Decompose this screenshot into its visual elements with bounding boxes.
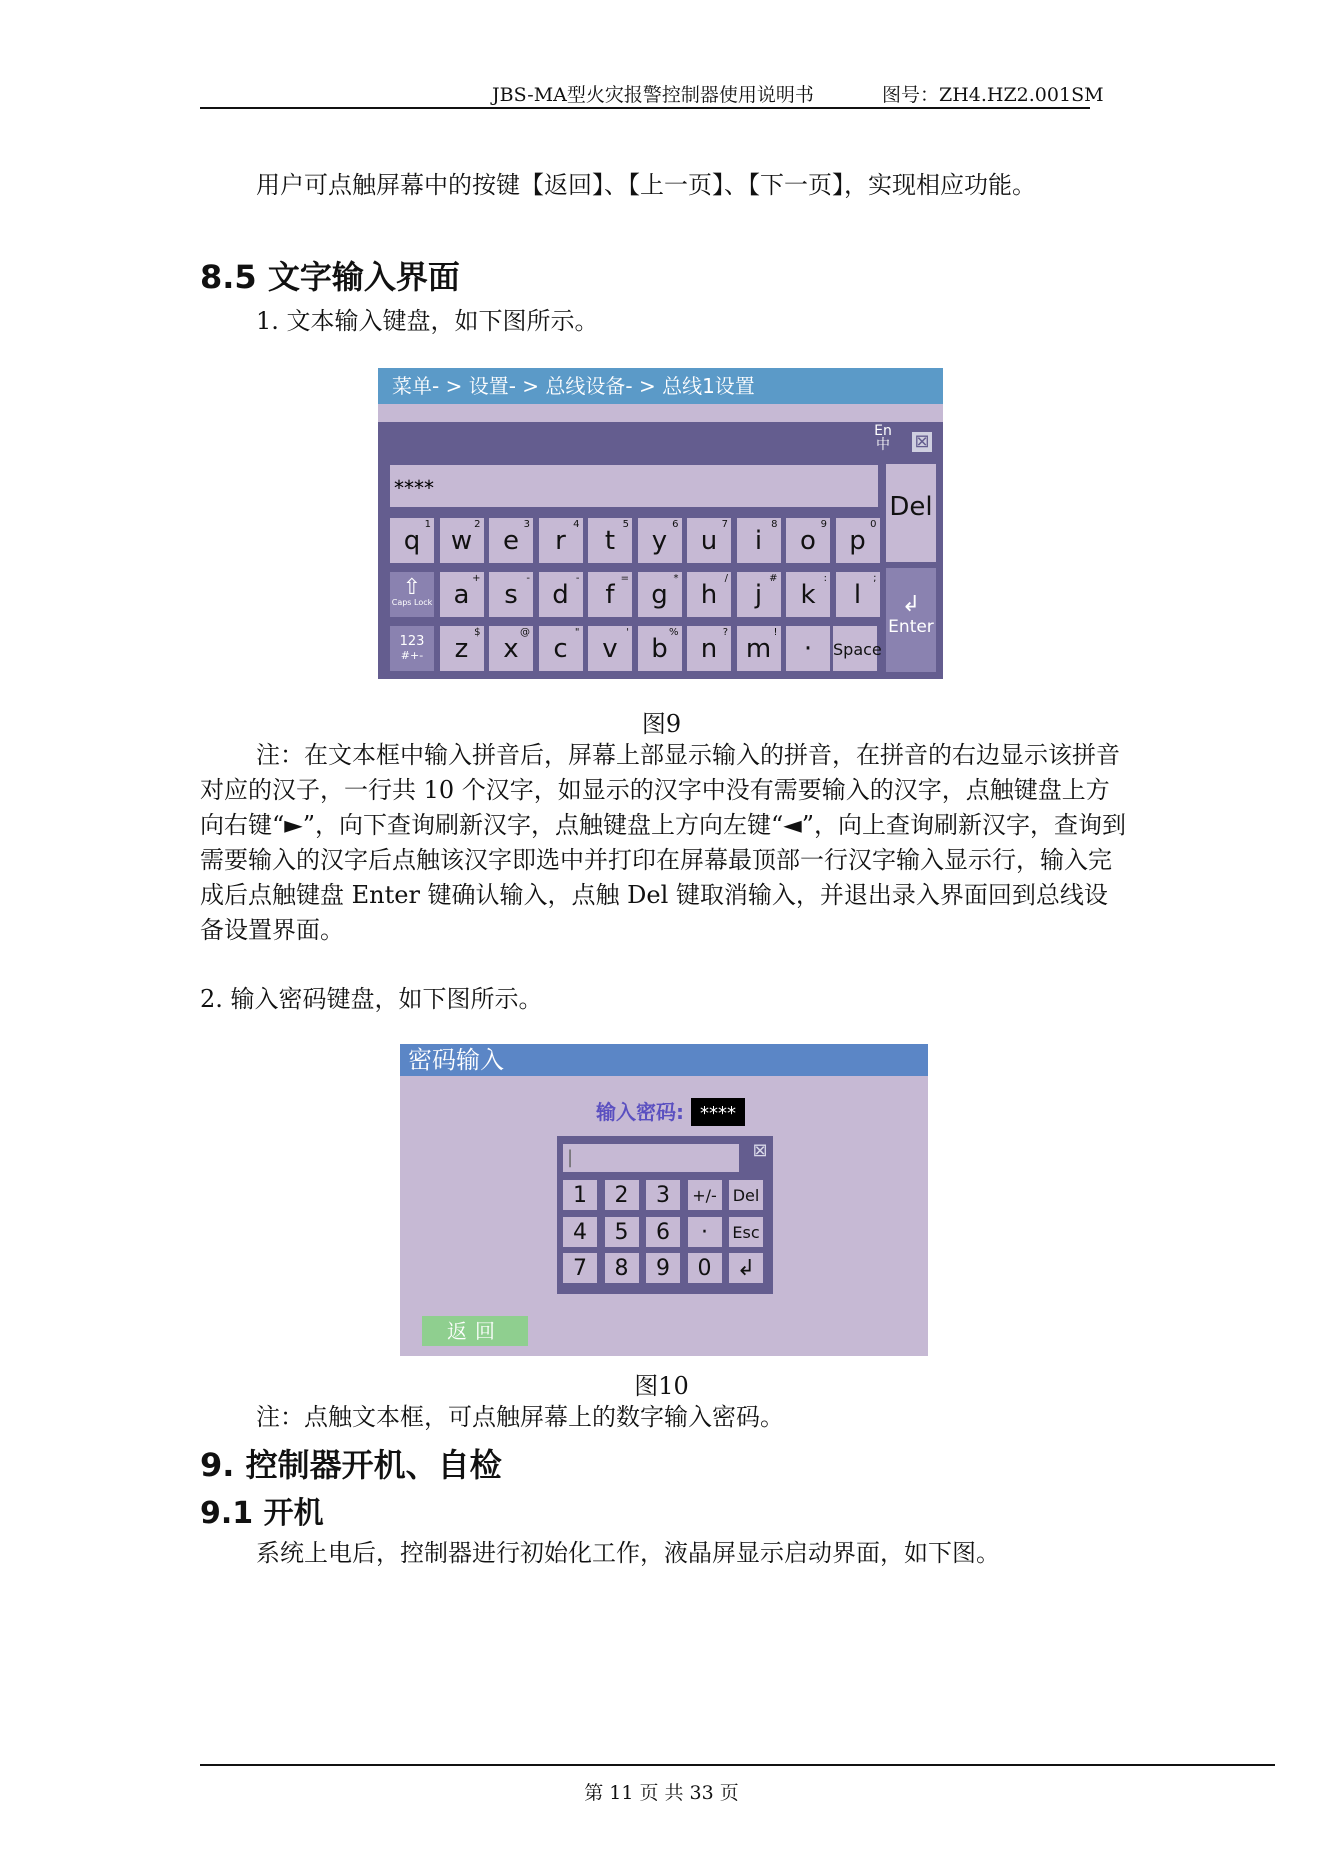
- section-heading-9-1: 9.1 开机: [200, 1496, 324, 1531]
- key-secondary-label: $: [474, 627, 481, 638]
- key-x[interactable]: [489, 626, 533, 671]
- keypad-key[interactable]: +/-: [688, 1180, 722, 1210]
- keypad-key[interactable]: 1: [563, 1180, 597, 1210]
- key-label: n: [700, 634, 718, 664]
- key-f[interactable]: [588, 572, 632, 617]
- key-v[interactable]: [588, 626, 632, 671]
- key-h[interactable]: [687, 572, 731, 617]
- symbols-key-label-2: #+-: [400, 649, 424, 662]
- key-k[interactable]: [786, 572, 830, 617]
- key-secondary-label: #: [769, 573, 778, 584]
- key-secondary-label: 4: [573, 519, 580, 530]
- key-u[interactable]: [687, 518, 731, 563]
- key-secondary-label: 0: [870, 519, 877, 530]
- key-label: e: [503, 526, 519, 556]
- key-g[interactable]: [638, 572, 682, 617]
- key-z[interactable]: [440, 626, 484, 671]
- key-secondary-label: !: [773, 627, 778, 638]
- figure-9-caption: 图9: [641, 710, 682, 738]
- page-number: 第 11 页 共 33 页: [584, 1782, 739, 1804]
- password-prompt: 输入密码:: [596, 1100, 684, 1124]
- key-label: x: [503, 634, 519, 664]
- key-d[interactable]: [539, 572, 583, 617]
- enter-icon: ↲: [901, 592, 921, 617]
- key-secondary-label: ?: [722, 627, 728, 638]
- key-c[interactable]: [539, 626, 583, 671]
- key-label: y: [651, 526, 668, 556]
- keypad-key[interactable]: ·: [688, 1217, 722, 1247]
- key-secondary-label: ": [574, 627, 580, 638]
- key-l[interactable]: [836, 572, 880, 617]
- key-secondary-label: -: [575, 573, 580, 584]
- key-label: c: [553, 634, 568, 664]
- key-secondary-label: 7: [721, 519, 728, 530]
- password-title: 密码输入: [400, 1044, 928, 1076]
- key-label: f: [605, 580, 615, 610]
- key-secondary-label: -: [526, 573, 530, 584]
- numeric-keypad: [557, 1136, 773, 1294]
- key-s[interactable]: [489, 572, 533, 617]
- key-label: z: [454, 634, 469, 664]
- shift-icon: ⇧: [402, 575, 422, 600]
- document-number: 图号：ZH4.HZ2.001SM: [882, 84, 1104, 106]
- key-label: k: [800, 580, 816, 610]
- key-secondary-label: 3: [523, 519, 530, 530]
- back-button[interactable]: 返回: [422, 1316, 528, 1346]
- section-heading-8-5: 8.5 文字输入界面: [200, 258, 460, 296]
- key-label: j: [754, 580, 763, 610]
- key-e[interactable]: [489, 518, 533, 563]
- key-secondary-label: =: [620, 573, 629, 584]
- key-p[interactable]: [836, 518, 880, 563]
- password-display: ****: [691, 1098, 745, 1126]
- key-label: a: [453, 580, 470, 610]
- key-label: p: [849, 526, 866, 556]
- key-n[interactable]: [687, 626, 731, 671]
- document-title: JBS-MA型火灾报警控制器使用说明书: [492, 84, 814, 106]
- key-o[interactable]: [786, 518, 830, 563]
- keypad-key[interactable]: 5: [605, 1217, 639, 1247]
- close-icon[interactable]: ⊠: [752, 1140, 768, 1161]
- key-secondary-label: 8: [771, 519, 778, 530]
- breadcrumb: 菜单- > 设置- > 总线设备- > 总线1设置: [378, 368, 943, 404]
- language-toggle[interactable]: [868, 424, 898, 452]
- key-secondary-label: 1: [424, 519, 431, 530]
- symbols-key[interactable]: [390, 626, 434, 671]
- keypad-key[interactable]: 4: [563, 1217, 597, 1247]
- section-9-1-text: 系统上电后，控制器进行初始化工作，液晶屏显示启动界面，如下图。: [256, 1539, 1000, 1567]
- text-input[interactable]: ****: [390, 465, 878, 507]
- key-secondary-label: ': [626, 627, 629, 638]
- list-item-1: 1. 文本输入键盘，如下图所示。: [256, 307, 599, 335]
- key-label: m: [745, 634, 772, 664]
- caps-lock-key[interactable]: [390, 572, 434, 617]
- key-dot[interactable]: [786, 626, 830, 671]
- key-w[interactable]: [440, 518, 484, 563]
- key-m[interactable]: [737, 626, 781, 671]
- key-secondary-label: *: [673, 573, 679, 584]
- text-keyboard-screenshot: [378, 368, 943, 679]
- key-label: w: [450, 526, 473, 556]
- header-rule: [200, 107, 1090, 109]
- intro-paragraph: 用户可点触屏幕中的按键【返回】、【上一页】、【下一页】，实现相应功能。: [256, 171, 1036, 199]
- section-heading-9: 9. 控制器开机、自检: [200, 1446, 502, 1484]
- key-j[interactable]: [737, 572, 781, 617]
- note-figure-9: 注：在文本框中输入拼音后，屏幕上部显示输入的拼音，在拼音的右边显示该拼音对应的汉子，一行共 10 个汉字，如显示的汉字中没有需要输入的汉字，点触键盘上方向右键“►”，向下查询刷新汉字，点触键盘上方向左键“◄”，向上查询刷新汉字，查询到需要输入的汉字后点触该汉字即选中并打印在屏幕最顶部一行汉字输入显示行，输入完成后点触键盘 Enter 键确认输入，点触 Del 键取消输入，并退出录入界面回到总线设备设置界面。: [200, 741, 1126, 944]
- password-keyboard-screenshot: [400, 1044, 928, 1356]
- key-label: ·: [803, 634, 813, 664]
- keypad-key[interactable]: 2: [605, 1180, 639, 1210]
- key-label: d: [552, 580, 569, 610]
- keypad-key[interactable]: ↲: [729, 1253, 763, 1283]
- del-key[interactable]: Del: [886, 464, 936, 562]
- key-secondary-label: ;: [873, 573, 877, 584]
- keypad-input[interactable]: |: [563, 1144, 739, 1172]
- keypad-key[interactable]: 9: [646, 1253, 680, 1283]
- key-secondary-label: %: [668, 627, 679, 638]
- key-secondary-label: @: [520, 627, 530, 638]
- lang-zh-label: 中: [876, 437, 890, 453]
- caps-lock-label: Caps Lock: [391, 598, 433, 607]
- key-label: b: [651, 634, 668, 664]
- figure-10-caption: 图10: [634, 1372, 689, 1400]
- close-icon[interactable]: ⊠: [912, 432, 932, 452]
- key-b[interactable]: [638, 626, 682, 671]
- key-label: l: [853, 580, 862, 610]
- key-label: q: [403, 526, 421, 556]
- key-label: o: [800, 526, 816, 556]
- keypad-key[interactable]: 0: [688, 1253, 722, 1283]
- key-secondary-label: 2: [474, 519, 481, 530]
- key-label: g: [651, 580, 668, 610]
- key-a[interactable]: [440, 572, 484, 617]
- key-secondary-label: +: [472, 573, 481, 584]
- key-secondary-label: :: [823, 573, 827, 584]
- keypad-key[interactable]: Del: [729, 1180, 763, 1210]
- key-r[interactable]: [539, 518, 583, 563]
- key-label: h: [700, 580, 718, 610]
- space-key[interactable]: Space: [833, 626, 877, 671]
- key-t[interactable]: [588, 518, 632, 563]
- enter-label: Enter: [888, 617, 934, 637]
- enter-key[interactable]: [886, 568, 936, 672]
- keypad-key[interactable]: Esc: [729, 1217, 763, 1247]
- key-y[interactable]: [638, 518, 682, 563]
- keypad-key[interactable]: 6: [646, 1217, 680, 1247]
- keypad-key[interactable]: 3: [646, 1180, 680, 1210]
- key-label: v: [602, 634, 618, 664]
- key-secondary-label: /: [724, 573, 728, 584]
- key-i[interactable]: [737, 518, 781, 563]
- symbols-key-label-1: 123: [399, 634, 425, 649]
- lang-en-label: En: [874, 423, 892, 439]
- list-item-2: 2. 输入密码键盘，如下图所示。: [200, 985, 543, 1013]
- key-q[interactable]: [390, 518, 434, 563]
- note-figure-10: 注：点触文本框，可点触屏幕上的数字输入密码。: [256, 1403, 784, 1431]
- key-secondary-label: 6: [672, 519, 679, 530]
- key-label: i: [754, 526, 763, 556]
- keypad-key[interactable]: 8: [605, 1253, 639, 1283]
- key-label: r: [555, 526, 566, 556]
- keypad-key[interactable]: 7: [563, 1253, 597, 1283]
- candidate-strip: [378, 404, 943, 422]
- key-label: u: [700, 526, 718, 556]
- key-secondary-label: 9: [820, 519, 827, 530]
- key-label: t: [604, 526, 616, 556]
- key-label: s: [504, 580, 518, 610]
- footer-rule: [200, 1764, 1275, 1766]
- key-secondary-label: 5: [622, 519, 629, 530]
